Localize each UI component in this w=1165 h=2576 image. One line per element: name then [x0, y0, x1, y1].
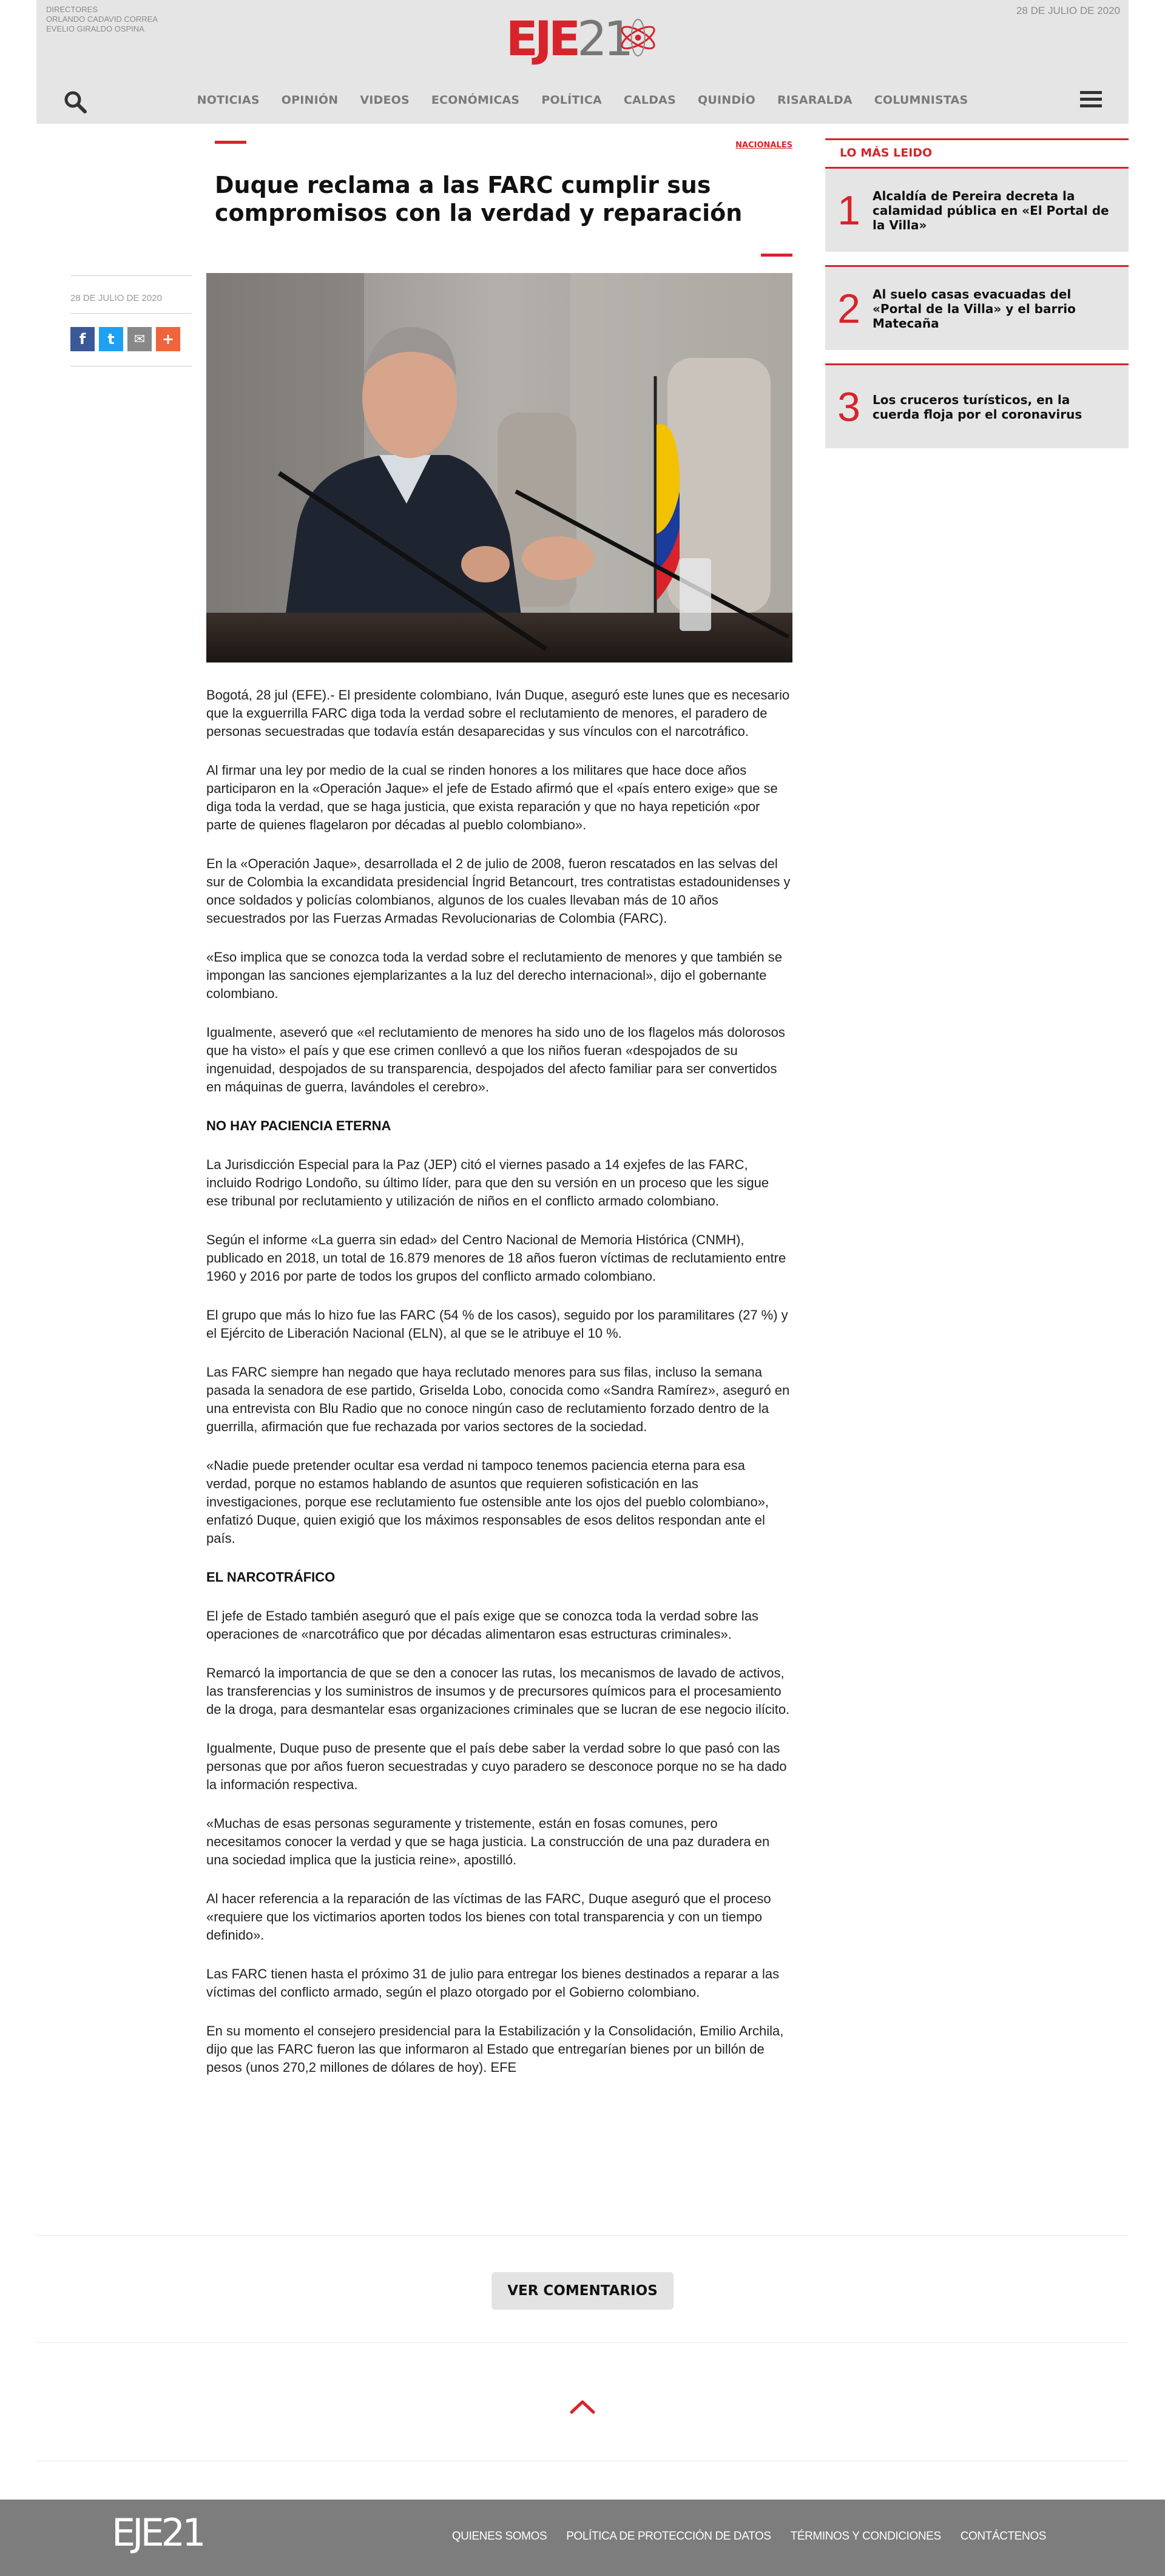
email-icon[interactable]: ✉ [127, 327, 152, 351]
accent-bar [215, 141, 246, 144]
page-body [36, 124, 1129, 2235]
footer-link-contactenos[interactable]: CONTÁCTENOS [960, 2530, 1046, 2543]
most-read-item[interactable] [825, 363, 1129, 448]
article-paragraph: La Jurisdicción Especial para la Paz (JEP) citó el viernes pasado a 14 exjefes de las FARC, incluido Rodrigo Londoño, su último líder, para que den su versión en un proceso que les sigue ese tribunal por reclutamiento y utilización de niños en el conflicto armado colombiano. [206, 1157, 769, 1209]
article-subheading: EL NARCOTRÁFICO [206, 1570, 336, 1585]
atom-icon [616, 16, 659, 59]
most-read-sidebar [825, 138, 1129, 462]
nav-item-noticias[interactable]: NOTICIAS [197, 93, 260, 107]
plus-icon[interactable]: + [156, 327, 180, 351]
nav-item-columnistas[interactable]: COLUMNISTAS [874, 93, 968, 107]
category-link[interactable]: NACIONALES [735, 141, 792, 150]
facebook-icon[interactable]: f [70, 327, 95, 351]
article-date: 28 DE JULIO DE 2020 [70, 293, 162, 303]
article-paragraph: En la «Operación Jaque», desarrollada el 2 de julio de 2008, fueron rescatados en las selvas del sur de Colombia la excandidata presidencial Íngrid Betancourt, tres contratistas estadounidenses y once soldados y policías colombianos, algunos de los cuales llevaban más de 10 años secuestrados por las Fuerzas Armadas Revolucionarias de Colombia (FARC). [206, 856, 791, 926]
twitter-icon[interactable]: t [99, 327, 123, 351]
most-read-number: 2 [837, 285, 860, 332]
most-read-item[interactable] [825, 167, 1129, 252]
site-footer [0, 2500, 1165, 2576]
directors-heading: DIRECTORES [46, 5, 98, 14]
directors-block [46, 5, 158, 34]
most-read-title[interactable]: Al suelo casas evacuadas del «Portal de la Villa» y el barrio Matecaña [873, 286, 1076, 331]
most-read-item[interactable] [825, 265, 1129, 350]
article-paragraph: Remarcó la importancia de que se den a conocer las rutas, los mecanismos de lavado de activos, las transferencias y los suministros de insumos y de precursores químicos para el procesamiento de la droga, para desmantelar esas organizaciones criminales que se lucran de ese negocio ilícito. [206, 1665, 790, 1717]
site-header [36, 0, 1129, 124]
article-subheading: NO HAY PACIENCIA ETERNA [206, 1118, 391, 1133]
article-meta [70, 275, 192, 366]
article-paragraph: Las FARC siempre han negado que haya reclutado menores para sus filas, incluso la semana pasada la senadora de ese partido, Griselda Lobo, conocida como «Sandra Ramírez», aseguró en una entrevista con Blu Radio que no conoce ningún caso de reclutamiento forzado dentro de la guerrilla, afirmación que fue rechazada por varios sectores de la sociedad. [206, 1364, 790, 1434]
footer-link-quienes-somos[interactable]: QUIENES SOMOS [451, 2530, 547, 2543]
view-comments-button[interactable]: VER COMENTARIOS [491, 2272, 674, 2310]
article-title: Duque reclama a las FARC cumplir sus compromisos con la verdad y reparación [215, 172, 743, 226]
article-paragraph: «Eso implica que se conozca toda la verdad sobre el reclutamiento de menores y que también se impongan las sanciones ejemplarizantes a la luz del derecho internacional», dijo el gobernante colombiano. [206, 949, 782, 1001]
share-bar [70, 314, 192, 366]
most-read-heading: LO MÁS LEIDO [825, 138, 1129, 167]
logo-text: EJE21 [505, 12, 630, 67]
article-paragraph: Bogotá, 28 jul (EFE).- El presidente colombiano, Iván Duque, aseguró este lunes que es necesario que la exguerrilla FARC diga toda la verdad sobre el reclutamiento de menores, el paradero de personas secuestradas que todavía están desaparecidas y sus vínculos con el narcotráfico. [206, 687, 790, 739]
article-body [206, 686, 792, 2097]
article-paragraph: Según el informe «La guerra sin edad» del Centro Nacional de Memoria Histórica (CNMH), publicado en 2018, un total de 16.879 menores de 18 años fueron víctimas de reclutamiento entre 1960 y 2016 por parte de todos los grupos del conflicto armado colombiano. [206, 1232, 786, 1284]
article-paragraph: «Nadie puede pretender ocultar esa verdad ni tampoco tenemos paciencia eterna para esa verdad, porque no estamos hablando de asuntos que requieren sofisticación en las investigaciones, porque ese reclutamiento fue ostensible ante los ojos del pueblo colombiano», enfatizó Duque, quien exigió que los máximos responsables de esos delitos respondan ante el país. [206, 1458, 769, 1546]
footer-nav [452, 2530, 1046, 2543]
nav-item-caldas[interactable]: CALDAS [623, 93, 676, 107]
header-date: 28 DE JULIO DE 2020 [1016, 5, 1120, 16]
article-paragraph: Al firmar una ley por medio de la cual se rinden honores a los militares que hace doce años participaron en la «Operación Jaque» el jefe de Estado afirmó que el «país entero exige» que se diga toda la verdad, que se haga justicia, que exista reparación y que no haya repetición «por parte de quienes flagelaron por décadas al pueblo colombiano». [206, 763, 778, 832]
article-paragraph: El jefe de Estado también aseguró que el país exige que se conozca toda la verdad sobre las operaciones de «narcotráfico que por décadas alimentaron esas estructuras criminales». [206, 1608, 758, 1642]
nav-item-quindio[interactable]: QUINDÍO [697, 93, 755, 107]
nav-item-risaralda[interactable]: RISARALDA [777, 93, 853, 107]
director-name: EVELIO GIRALDO OSPINA [46, 24, 144, 33]
article-paragraph: Igualmente, Duque puso de presente que el país debe saber la verdad sobre lo que pasó con las personas que por años fueron secuestradas y cuyo paradero se desconoce porque no se ha dado la información respectiva. [206, 1741, 787, 1792]
nav-item-politica[interactable]: POLÍTICA [541, 93, 602, 107]
nav-item-opinion[interactable]: OPINIÓN [281, 93, 339, 107]
hamburger-menu-icon[interactable] [1080, 91, 1102, 110]
nav-item-economicas[interactable]: ECONÓMICAS [431, 93, 520, 107]
article-paragraph: En su momento el consejero presidencial para la Estabilización y la Consolidación, Emilio Archila, dijo que las FARC fueron las que informaron al Estado que entregarían bienes por un billón de pesos (unos 270,2 millones de dólares de hoy). EFE [206, 2023, 784, 2075]
article-paragraph: Las FARC tienen hasta el próximo 31 de julio para entregar los bienes destinados a reparar a las víctimas del conflicto armado, según el plazo otorgado por el Gobierno colombiano. [206, 1966, 780, 2000]
footer-link-proteccion-datos[interactable]: POLÍTICA DE PROTECCIÓN DE DATOS [566, 2530, 771, 2543]
main-nav [36, 93, 1129, 107]
footer-link-terminos[interactable]: TÉRMINOS Y CONDICIONES [790, 2530, 941, 2543]
site-logo[interactable] [505, 12, 660, 67]
most-read-number: 3 [837, 383, 860, 430]
article-paragraph: Igualmente, aseveró que «el reclutamiento de menores ha sido uno de los flagelos más dolorosos que ha visto» el país y que ese crimen conllevó a que los niños fueran «despojados de su ingenuidad, despojados de su transparencia, despojados del afecto familiar para ser convertidos en máquinas de guerra, lavándoles el cerebro». [206, 1025, 785, 1094]
article-paragraph: «Muchas de esas personas seguramente y tristemente, están en fosas comunes, pero necesitamos conocer la verdad y que se haga justicia. La construcción de una paz duradera en una sociedad implica que la justicia reine», apostilló. [206, 1816, 770, 1867]
most-read-number: 1 [837, 187, 860, 234]
director-name: ORLANDO CADAVID CORREA [46, 15, 158, 24]
most-read-title[interactable]: Alcaldía de Pereira decreta la calamidad pública en «El Portal de la Villa» [873, 188, 1109, 232]
chevron-up-icon[interactable] [569, 2399, 596, 2418]
article-photo [206, 273, 792, 663]
article-paragraph: El grupo que más lo hizo fue las FARC (54 % de los casos), seguido por los paramilitares (27 %) y el Ejército de Liberación Nacional (ELN), al que se le atribuye el 10 %. [206, 1307, 788, 1341]
footer-logo[interactable]: EJE21 [112, 2510, 203, 2555]
comments-section [36, 2236, 1129, 2342]
accent-bar [761, 254, 792, 257]
most-read-title[interactable]: Los cruceros turísticos, en la cuerda floja por el coronavirus [873, 392, 1082, 422]
back-to-top-section [36, 2343, 1129, 2461]
article-paragraph: Al hacer referencia a la reparación de las víctimas de las FARC, Duque aseguró que el proceso «requiere que los victimarios aporten todos los bienes con total transparencia y con un tiempo definido». [206, 1891, 771, 1943]
nav-item-videos[interactable]: VIDEOS [360, 93, 410, 107]
